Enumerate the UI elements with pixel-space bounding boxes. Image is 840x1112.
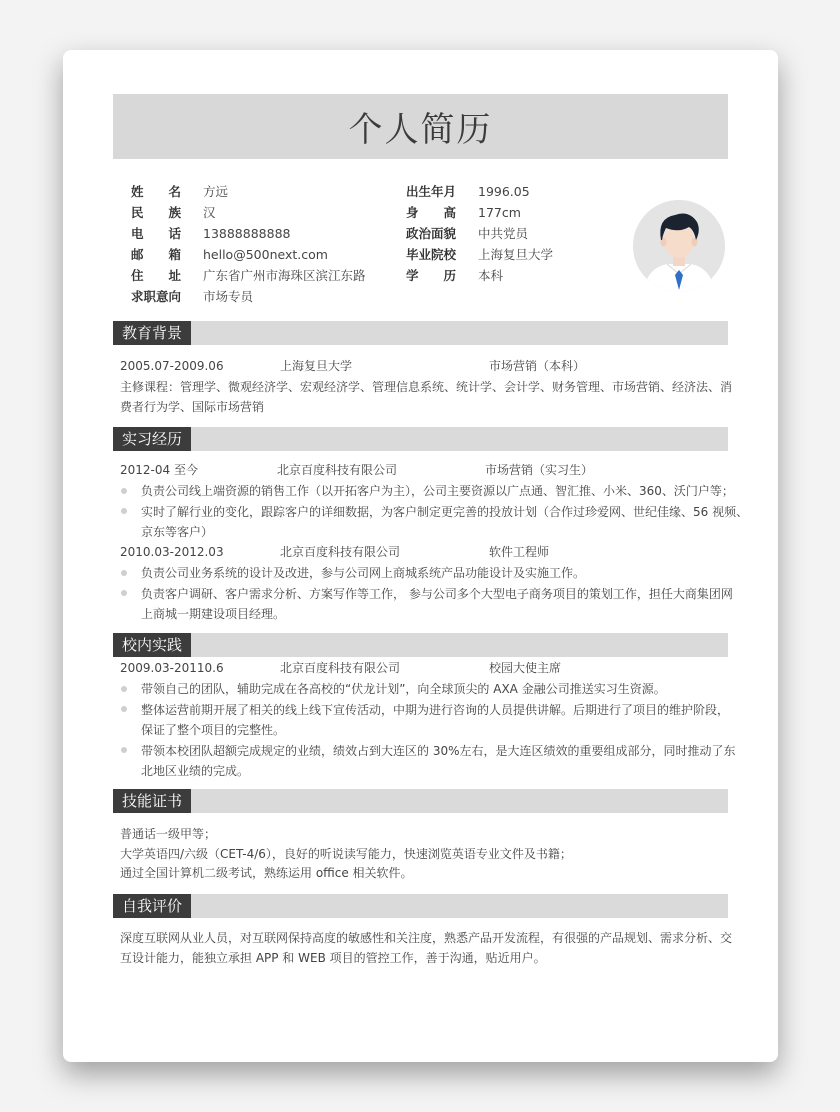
self-eval-line: 互设计能力，能独立承担 APP 和 WEB 项目的管控工作，善于沟通，贴近用户。 bbox=[120, 951, 546, 965]
self-eval-line: 深度互联网从业人员，对互联网保持高度的敏感性和关注度，熟悉产品开发流程，有很强的产品规划、需求分析、交 bbox=[120, 931, 733, 945]
job-bullet-line: 实时了解行业的变化，跟踪客户的详细数据，为客户制定更完善的投放计划（合作过珍爱网、世纪佳缘、56 视频、 bbox=[141, 504, 749, 519]
campus-company: 北京百度科技有限公司 bbox=[280, 661, 401, 675]
job-bullet-line: 负责公司业务系统的设计及改进，参与公司网上商城系统产品功能设计及实施工作。 bbox=[141, 566, 586, 580]
section-self-eval bbox=[113, 894, 728, 918]
edu-school: 上海复旦大学 bbox=[280, 359, 353, 373]
section-title: 实习经历 bbox=[113, 427, 191, 451]
job-role: 软件工程师 bbox=[489, 545, 550, 559]
info-value: 本科 bbox=[478, 268, 504, 283]
info-value: 上海复旦大学 bbox=[478, 247, 554, 262]
skill-line: 大学英语四/六级（CET-4/6），良好的听说读写能力，快速浏览英语专业文件及书籍； bbox=[120, 847, 572, 861]
info-row-job-intention bbox=[131, 286, 253, 307]
section-campus bbox=[113, 633, 728, 657]
bullet-dot bbox=[121, 706, 127, 712]
job-period: 2012-04 至今 bbox=[120, 463, 198, 477]
skill-line: 通过全国计算机二级考试，熟练运用 office 相关软件。 bbox=[120, 866, 413, 880]
info-row-school bbox=[406, 244, 553, 265]
info-row-name bbox=[131, 181, 228, 202]
info-label: 邮箱 bbox=[131, 247, 181, 262]
info-value: 1996.05 bbox=[478, 184, 530, 199]
edu-courses-line: 主修课程：管理学、微观经济学、宏观经济学、管理信息系统、统计学、会计学、财务管理、市场营销、经济法、消 bbox=[120, 379, 733, 394]
info-value: 177cm bbox=[478, 205, 521, 220]
info-label: 出生年月 bbox=[406, 184, 457, 199]
info-row-phone bbox=[131, 223, 290, 244]
info-row-degree bbox=[406, 265, 503, 286]
info-label: 姓名 bbox=[131, 184, 181, 199]
person-avatar-icon bbox=[633, 200, 725, 292]
info-label: 住址 bbox=[131, 268, 181, 283]
info-row-ethnicity bbox=[131, 202, 216, 223]
info-value: hello@500next.com bbox=[203, 247, 328, 262]
job-bullet-line: 负责客户调研、客户需求分析、方案写作等工作， 参与公司多个大型电子商务项目的策划工作，担任大商集团网 bbox=[141, 586, 733, 601]
info-row-address bbox=[131, 265, 366, 286]
campus-period: 2009.03-20110.6 bbox=[120, 661, 224, 675]
campus-role: 校园大使主席 bbox=[489, 661, 562, 675]
job-bullet-line: 京东等客户） bbox=[141, 525, 214, 539]
info-label: 政治面貌 bbox=[406, 226, 457, 241]
info-label: 身高 bbox=[406, 205, 456, 220]
section-education bbox=[113, 321, 728, 345]
job-role: 市场营销（实习生） bbox=[485, 463, 594, 477]
info-value: 方远 bbox=[203, 184, 229, 199]
job-bullet-line: 负责公司线上端资源的销售工作（以开拓客户为主），公司主要资源以广点通、智汇推、小米、360、沃门户等； bbox=[141, 484, 734, 498]
bullet-dot bbox=[121, 488, 127, 494]
info-value: 中共党员 bbox=[478, 226, 529, 241]
info-label: 求职意向 bbox=[131, 289, 182, 304]
section-skills bbox=[113, 789, 728, 813]
bullet-dot bbox=[121, 747, 127, 753]
edu-courses-line: 费者行为学、国际市场营销 bbox=[120, 400, 265, 414]
info-row-height bbox=[406, 202, 521, 223]
campus-bullet-line: 北地区业绩的完成。 bbox=[141, 764, 250, 778]
skill-line: 普通话一级甲等； bbox=[120, 827, 217, 841]
bullet-dot bbox=[121, 508, 127, 514]
edu-period: 2005.07-2009.06 bbox=[120, 359, 224, 373]
info-value: 市场专员 bbox=[203, 289, 254, 304]
info-label: 学历 bbox=[406, 268, 456, 283]
job-company: 北京百度科技有限公司 bbox=[277, 463, 398, 477]
info-value: 13888888888 bbox=[203, 226, 291, 241]
campus-bullet-line: 带领本校团队超额完成规定的业绩，绩效占到大连区的 30%左右，是大连区绩效的重要组成部分，同时推动了东 bbox=[141, 743, 736, 758]
campus-bullet-line: 保证了整个项目的完整性。 bbox=[141, 723, 286, 737]
bullet-dot bbox=[121, 570, 127, 576]
campus-bullet-line: 带领自己的团队，辅助完成在各高校的“伏龙计划”，向全球顶尖的 AXA 金融公司推送实习生资源。 bbox=[141, 682, 666, 696]
job-period: 2010.03-2012.03 bbox=[120, 545, 224, 559]
title-bar bbox=[113, 94, 728, 159]
info-row-politics bbox=[406, 223, 528, 244]
bullet-dot bbox=[121, 590, 127, 596]
info-value: 广东省广州市海珠区滨江东路 bbox=[203, 268, 366, 283]
edu-major: 市场营销（本科） bbox=[489, 359, 586, 373]
info-label: 电话 bbox=[131, 226, 181, 241]
info-label: 民族 bbox=[131, 205, 181, 220]
info-label: 毕业院校 bbox=[406, 247, 457, 262]
job-bullet-line: 上商城一期建设项目经理。 bbox=[141, 607, 286, 621]
info-row-birth bbox=[406, 181, 530, 202]
resume-title: 个人简历 bbox=[348, 110, 493, 150]
section-title: 教育背景 bbox=[113, 321, 191, 345]
section-internship bbox=[113, 427, 728, 451]
section-title: 校内实践 bbox=[113, 633, 191, 657]
campus-bullet-line: 整体运营前期开展了相关的线上线下宣传活动，中期为进行咨询的人员提供讲解。后期进行了项目的维护阶段， bbox=[141, 702, 730, 717]
bullet-dot bbox=[121, 686, 127, 692]
section-title: 自我评价 bbox=[113, 894, 191, 918]
info-value: 汉 bbox=[203, 205, 216, 220]
resume-page bbox=[63, 50, 778, 1062]
section-title: 技能证书 bbox=[113, 789, 191, 813]
job-company: 北京百度科技有限公司 bbox=[280, 545, 401, 559]
info-row-email bbox=[131, 244, 328, 265]
avatar bbox=[633, 200, 725, 292]
